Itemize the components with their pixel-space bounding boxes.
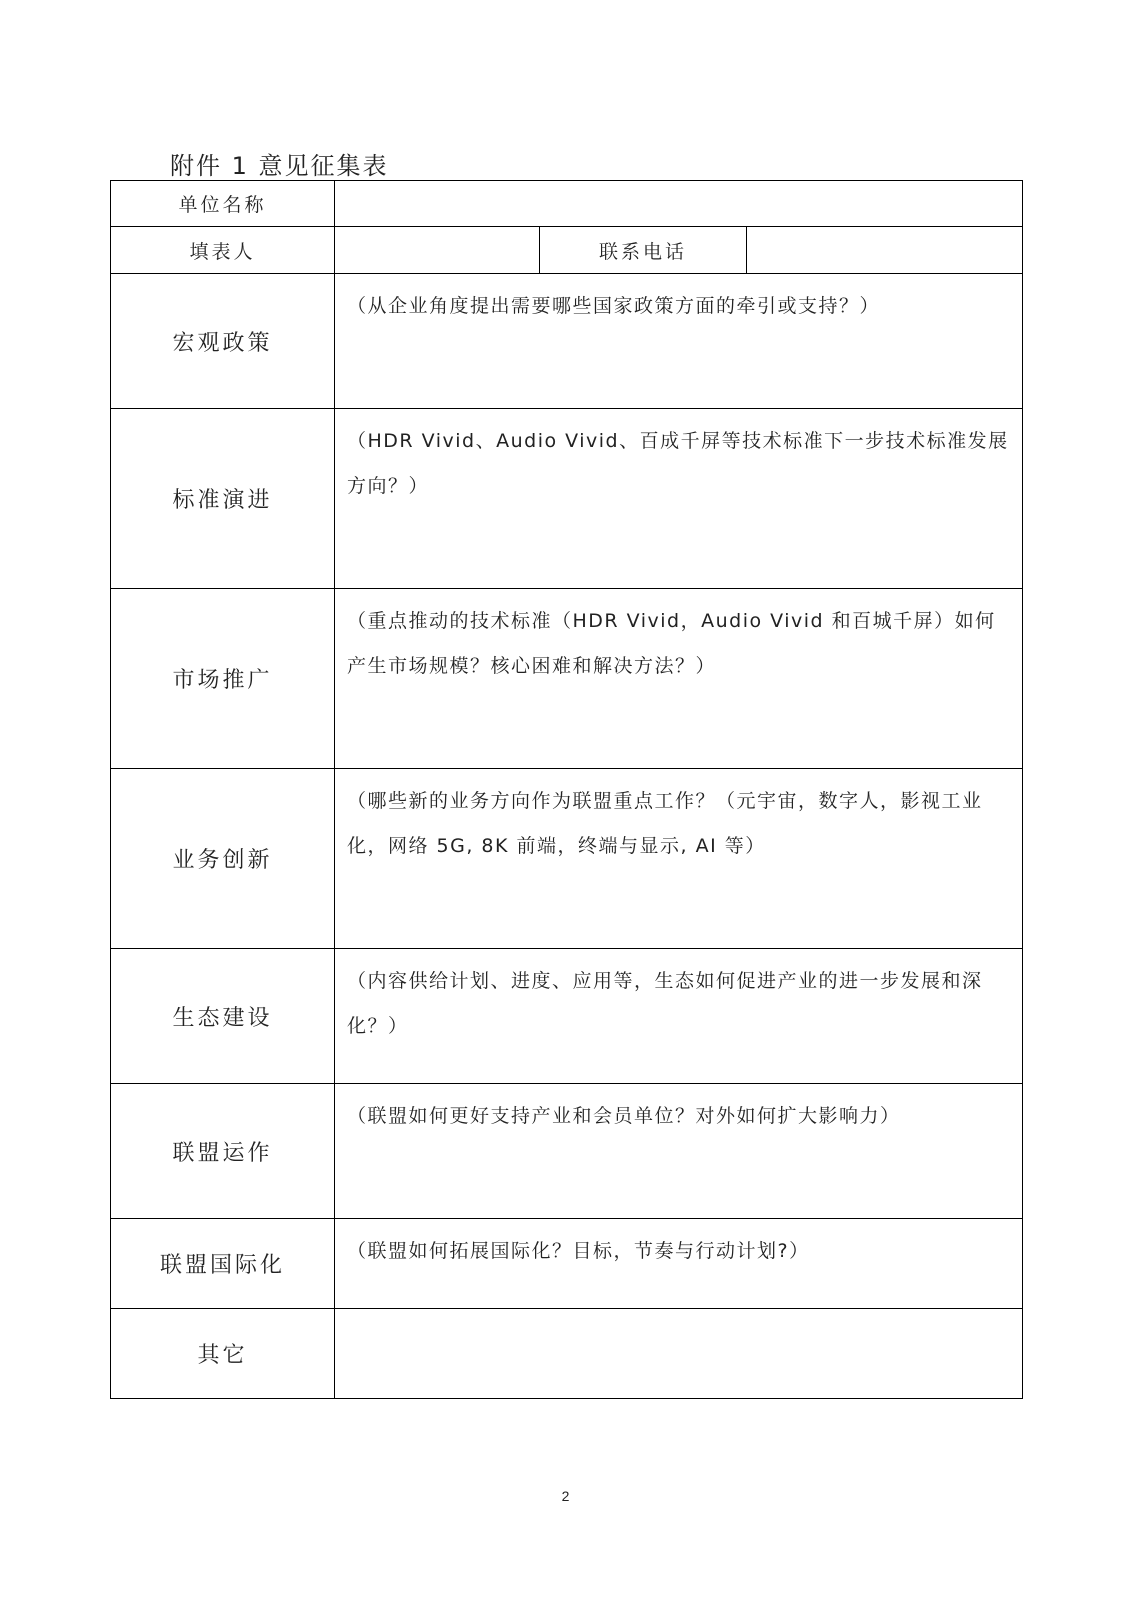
section-hint-ecosystem: （内容供给计划、进度、应用等，生态如何促进产业的进一步发展和深化？） bbox=[347, 970, 983, 1037]
section-row-ecosystem bbox=[111, 949, 1023, 1084]
section-field-internationalization[interactable] bbox=[335, 1219, 1023, 1309]
section-field-market-promotion[interactable] bbox=[335, 589, 1023, 769]
section-hint-business-innovation: （哪些新的业务方向作为联盟重点工作？（元宇宙，数字人，影视工业化，网络 5G, 8K 前端，终端与显示, AI 等） bbox=[347, 790, 983, 857]
section-row-internationalization bbox=[111, 1219, 1023, 1309]
section-hint-standard-evolution: （HDR Vivid、Audio Vivid、百成千屏等技术标准下一步技术标准发展方向？） bbox=[347, 430, 1009, 497]
section-field-alliance-operation[interactable] bbox=[335, 1084, 1023, 1219]
section-field-macro-policy[interactable] bbox=[335, 274, 1023, 409]
page-number: 2 bbox=[561, 1488, 570, 1504]
document-title: 附件 1 意见征集表 bbox=[170, 152, 389, 180]
section-label-market-promotion: 市场推广 bbox=[111, 589, 335, 769]
section-field-ecosystem[interactable] bbox=[335, 949, 1023, 1084]
section-hint-macro-policy: （从企业角度提出需要哪些国家政策方面的牵引或支持？） bbox=[347, 295, 881, 317]
section-row-other bbox=[111, 1309, 1023, 1399]
section-row-alliance-operation bbox=[111, 1084, 1023, 1219]
section-label-standard-evolution: 标准演进 bbox=[111, 409, 335, 589]
unit-name-field[interactable] bbox=[335, 181, 1023, 227]
phone-label: 联系电话 bbox=[540, 227, 747, 274]
section-field-standard-evolution[interactable] bbox=[335, 409, 1023, 589]
section-label-ecosystem: 生态建设 bbox=[111, 949, 335, 1084]
filler-row bbox=[111, 227, 1023, 274]
filler-label: 填表人 bbox=[111, 227, 335, 274]
section-hint-market-promotion: （重点推动的技术标准（HDR Vivid，Audio Vivid 和百城千屏）如何产生市场规模？核心困难和解决方法？） bbox=[347, 610, 996, 677]
section-label-internationalization: 联盟国际化 bbox=[111, 1219, 335, 1309]
unit-name-row bbox=[111, 181, 1023, 227]
section-hint-alliance-operation: （联盟如何更好支持产业和会员单位？对外如何扩大影响力） bbox=[347, 1105, 901, 1127]
section-label-macro-policy: 宏观政策 bbox=[111, 274, 335, 409]
filler-field[interactable] bbox=[335, 227, 540, 274]
section-field-business-innovation[interactable] bbox=[335, 769, 1023, 949]
unit-name-label: 单位名称 bbox=[111, 181, 335, 227]
section-hint-internationalization: （联盟如何拓展国际化？目标，节奏与行动计划?） bbox=[347, 1240, 810, 1262]
section-label-business-innovation: 业务创新 bbox=[111, 769, 335, 949]
section-hint-other bbox=[335, 1309, 1022, 1319]
section-row-macro-policy bbox=[111, 274, 1023, 409]
section-field-other[interactable] bbox=[335, 1309, 1023, 1399]
section-label-other: 其它 bbox=[111, 1309, 335, 1399]
section-row-business-innovation bbox=[111, 769, 1023, 949]
section-row-standard-evolution bbox=[111, 409, 1023, 589]
opinion-form-table bbox=[110, 180, 1023, 1399]
phone-field[interactable] bbox=[747, 227, 1023, 274]
section-label-alliance-operation: 联盟运作 bbox=[111, 1084, 335, 1219]
section-row-market-promotion bbox=[111, 589, 1023, 769]
